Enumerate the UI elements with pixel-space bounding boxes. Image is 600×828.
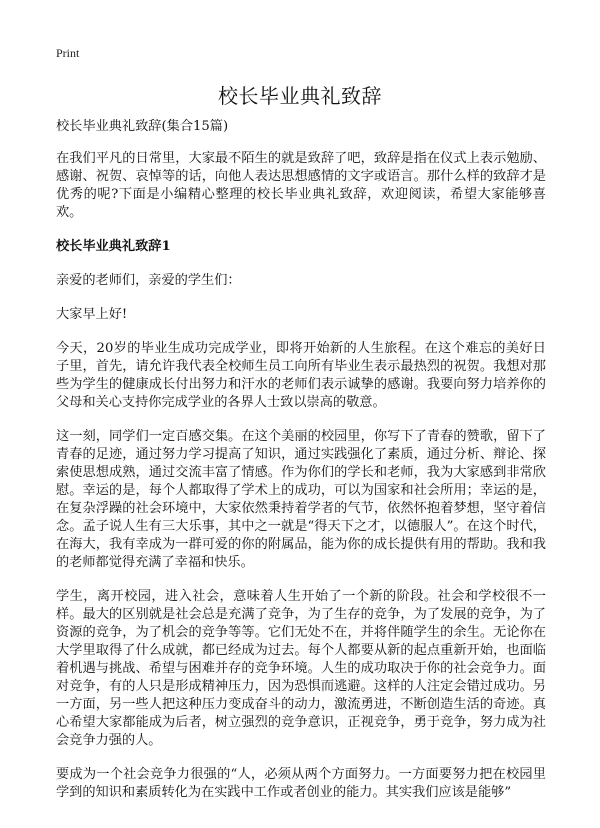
document-body xyxy=(56,118,546,818)
salutation: 亲爱的老师们，亲爱的学生们： xyxy=(56,273,241,288)
body-paragraph: 学生，离开校园，进入社会，意味着人生开始了一个新的阶段。社会和学校很不一样。最大的区别就是社会总是充满了竞争，为了生存的竞争，为了发展的竞争，为了资源的竞争，为了机会的竞争等等。它们无处不在，并将伴随学生的余生。无论你在大学里取得了什么成就，都已经成为过去。每个人都要从新的起点重新开始，也面临着机遇与挑战、希望与困难并存的竞争环境。人生的成功取决于你的社会竞争力。面对竞争，有的人只是形成精神压力，因为恐惧而逃避。这样的人注定会错过成功。另一方面，另一些人把这种压力变成奋斗的动力，激流勇进，不断创造生活的奇迹。真心希望大家都能成为后者，树立强烈的竞争意识，正视竞争，勇于竞争，努力成为社会竞争力强的人。 xyxy=(56,589,546,748)
body-paragraph: 今天，20岁的毕业生成功完成学业，即将开始新的人生旅程。在这个难忘的美好日子里，首先，请允许我代表全校师生员工向所有毕业生表示最热烈的祝贺。我想对那些为学生的健康成长付出努力和汗水的老师们表示诚挚的感谢。我要向努力培养你的父母和关心支持你完成学业的各界人士致以崇高的敬意。 xyxy=(56,341,546,410)
body-paragraph: 要成为一个社会竞争力很强的“人，必须从两个方面努力。一方面要努力把在校园里学到的知识和素质转化为在实践中工作或者创业的能力。其实我们应该是能够” xyxy=(56,767,546,800)
body-paragraph: 这一刻，同学们一定百感交集。在这个美丽的校园里，你写下了青春的赞歌，留下了青春的足迹，通过努力学习提高了知识，通过实践强化了素质，通过分析、辩论、探索使思想成熟，通过交流丰富了情感。作为你们的学长和老师，我为大家感到非常欣慰。幸运的是，每个人都取得了学术上的成功，可以为国家和社会所用；幸运的是，在复杂浮躁的社会环境中，大家依然秉持着学者的气节，依然怀抱着梦想，坚守着信念。孟子说人生有三大乐事，其中之一就是“得天下之才，以德服人”。在这个时代，在海大，我有幸成为一群可爱的你的附属品，能为你的成长提供有用的帮助。我和我的老师都觉得充满了幸福和快乐。 xyxy=(56,429,546,570)
page-title: 校长毕业典礼致辞 xyxy=(218,84,382,108)
print-link[interactable]: Print xyxy=(56,46,80,60)
section-heading: 校长毕业典礼致辞1 xyxy=(56,239,171,254)
document-subtitle: 校长毕业典礼致辞(集合15篇) xyxy=(56,119,229,134)
greeting: 大家早上好! xyxy=(56,307,128,322)
intro-paragraph: 在我们平凡的日常里，大家最不陌生的就是致辞了吧，致辞是指在仪式上表示勉励、感谢、祝贺、哀悼等的话，向他人表达思想感情的文字或语言。那什么样的致辞才是优秀的呢?下面是小编精心整理的校长毕业典礼致辞，欢迎阅读，希望大家能够喜欢。 xyxy=(56,151,546,220)
